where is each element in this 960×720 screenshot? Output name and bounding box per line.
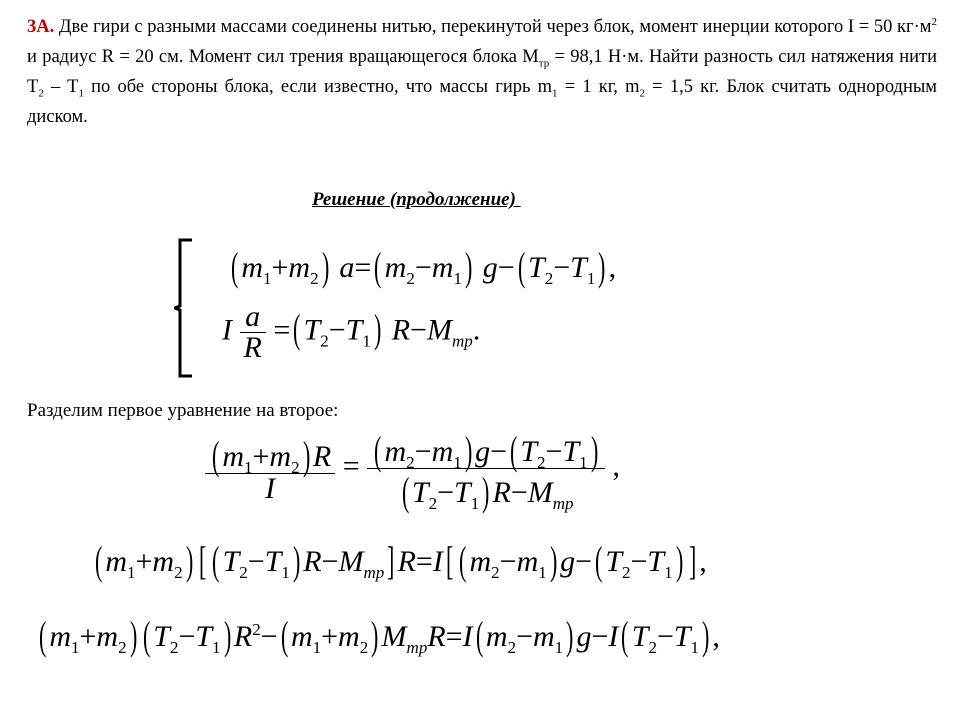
divide-text: Разделим первое уравнение на второе: <box>27 400 339 421</box>
equation-5: $(m_1+m_2)$ $(T_2-T_1)R^2-(m_1+m_2)M_{тр}R=I(m_2-m_1)g-I(T_2-T_1)$, <box>38 613 720 658</box>
system-brace <box>174 238 194 378</box>
equation-2: I $\frac{a}{R}$ $=(T_2-T_1)$ $R-M_{тр}$. <box>222 300 481 364</box>
problem-statement: 3А. Две гири с разными массами соединены нитью, перекинутой через блок, момент инерции которого I = 50 $кг\cdot м^2$ и радиус R = 20 см. Момент сил трения вращающегося блока $M_{тр} = 98,1$ Н·м. Найти разность сил натяжения нити $T_2 - T_1$ по обе стороны блока, если известно, что массы гирь $m_1 = 1$ кг, $m_2 = 1,5$ кг. Блок считать однородным диском. <box>27 15 937 127</box>
problem-number: 3А. <box>27 17 55 37</box>
equation-4: $(m_1+m_2)$ [ $(T_2-T_1)R-M_{тр}]R=I$[ $(m_2-m_1)g-(T_2-T_1)$ ], <box>94 538 707 583</box>
equation-3: $\frac{(m_1+m_2)R}{I}$ = $\frac{(m_2-m_1)g-(T_2-T_1)}{(T_2-T_1)R-M_{тр}}$ , <box>205 428 620 509</box>
solution-heading: Решение (продолжение) <box>312 189 521 210</box>
equation-1: $(m_1+m_2)$ $a=(m_2-m_1)$ $g-(T_2-T_1)$, <box>230 244 617 289</box>
